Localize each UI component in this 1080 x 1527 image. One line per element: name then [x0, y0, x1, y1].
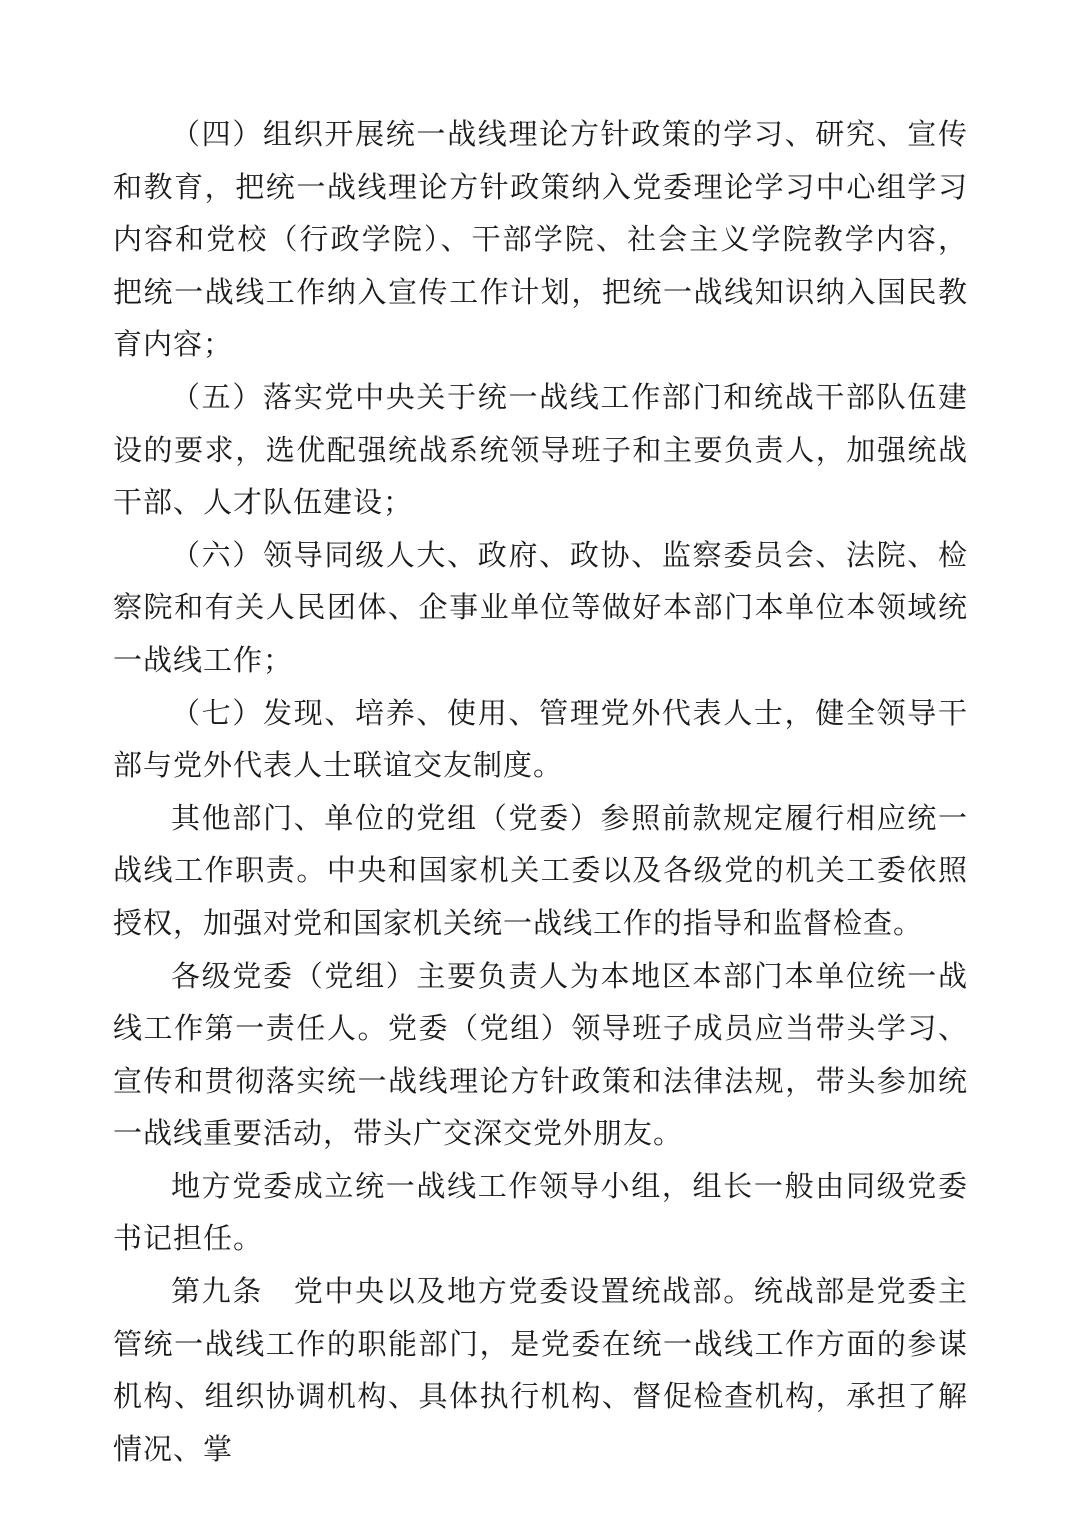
paragraph-item-6: （六）领导同级人大、政府、政协、监察委员会、法院、检察院和有关人民团体、企事业单位等做好本部门本单位本领域统一战线工作；	[113, 537, 968, 677]
paragraph-leading-group: 地方党委成立统一战线工作领导小组，组长一般由同级党委书记担任。	[113, 1168, 968, 1256]
paragraph-responsible-persons: 各级党委（党组）主要负责人为本地区本部门本单位统一战线工作第一责任人。党委（党组）领导班子成员应当带头学习、宣传和贯彻落实统一战线理论方针政策和法律法规，带头参加统一战线重要活动，带头广交深交党外朋友。	[113, 958, 968, 1151]
paragraph-article-9: 第九条 党中央以及地方党委设置统战部。统战部是党委主管统一战线工作的职能部门，是党委在统一战线工作方面的参谋机构、组织协调机构、具体执行机构、督促检查机构，承担了解情况、掌	[113, 1274, 968, 1466]
paragraph-other-departments: 其他部门、单位的党组（党委）参照前款规定履行相应统一战线工作职责。中央和国家机关工委以及各级党的机关工委依照授权，加强对党和国家机关统一战线工作的指导和监督检查。	[113, 800, 968, 940]
paragraph-item-7: （七）发现、培养、使用、管理党外代表人士，健全领导干部与党外代表人士联谊交友制度。	[113, 695, 968, 783]
paragraph-item-4: （四）组织开展统一战线理论方针政策的学习、研究、宣传和教育，把统一战线理论方针政策纳入党委理论学习中心组学习内容和党校（行政学院）、干部学院、社会主义学院教学内容，把统一战线工作纳入宣传工作计划，把统一战线知识纳入国民教育内容；	[113, 117, 968, 362]
paragraph-item-5: （五）落实党中央关于统一战线工作部门和统战干部队伍建设的要求，选优配强统战系统领导班子和主要负责人，加强统战干部、人才队伍建设；	[113, 379, 968, 520]
document-body	[113, 108, 968, 1475]
